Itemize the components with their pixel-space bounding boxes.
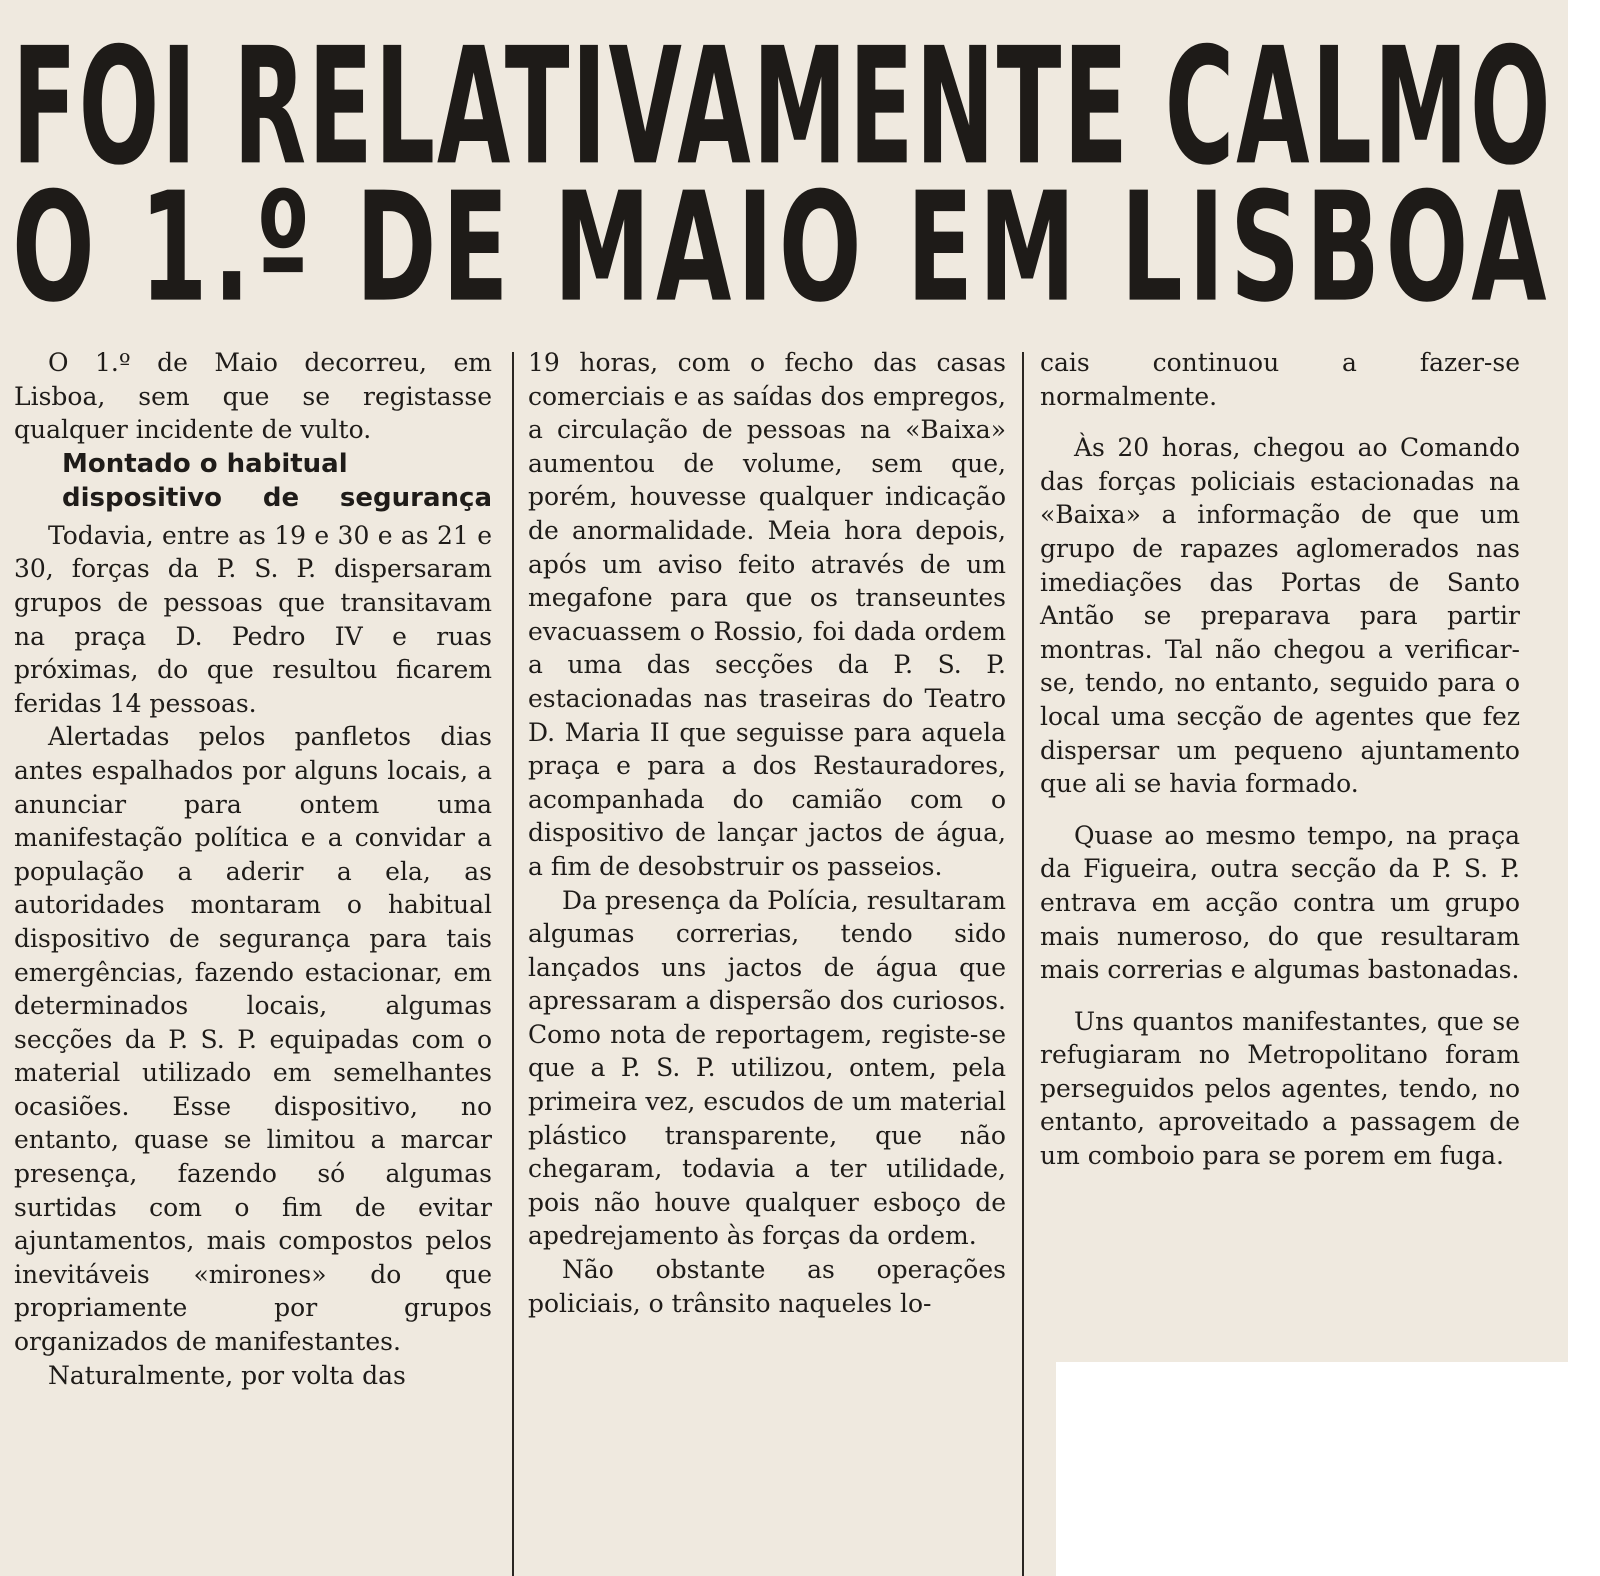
column-divider [512, 352, 514, 1576]
article-paragraph: cais continuou a fazer-se normalmente. [1040, 348, 1520, 411]
column-divider [1022, 352, 1024, 1576]
article-paragraph: Uns quantos manifestantes, que se refugiaram no Metropolitano foram perseguidos pelos agentes, tendo, no entanto, aproveitado a passagem de um comboio para se porem em fuga. [1040, 1006, 1520, 1171]
article-paragraph: Quase ao mesmo tempo, na praça da Figueira, outra secção da P. S. P. entrava em acção contra um grupo mais numeroso, do que resultaram mais correrias e algumas bastonadas. [1040, 820, 1520, 985]
article-paragraph: Não obstante as operações policiais, o trânsito naqueles lo- [528, 1255, 1006, 1318]
article-paragraph: Da presença da Polícia, resultaram algumas correrias, tendo sido lançados uns jactos de água que apressaram a dispersão dos curiosos. Como nota de reportagem, registe-se que a P. S. P. utilizou, ontem, pela primeira vez, escudos de um material plástico transparente, que não chegaram, todavia a ter utilidade, pois não houve qualquer esboço de apedrejamento às forças da ordem. [528, 885, 1006, 1251]
section-subheading [14, 447, 492, 515]
article-paragraph: Naturalmente, por volta das [48, 1360, 406, 1390]
article-paragraph: O 1.º de Maio decorreu, em Lisboa, sem que se registasse qualquer incidente de vulto. [14, 348, 492, 445]
article-column-3 [1040, 346, 1520, 1173]
article-column-2 [528, 346, 1006, 1320]
article-paragraph: Alertadas pelos panfletos dias antes espalhados por alguns locais, a anunciar para ontem uma manifestação política e a convidar a população a aderir a ela, as autoridades montaram o habitual dispositivo de segurança para tais emergências, fazendo estacionar, em determinados locais, algumas secções da P. S. P. equipadas com o material utilizado em semelhantes ocasiões. Esse dispositivo, no entanto, quase se limitou a marcar presença, fazendo só algumas surtidas com o fim de evitar ajuntamentos, mais compostos pelos inevitáveis «mirones» do que propriamente por grupos organizados de manifestantes. [14, 722, 492, 1357]
article-paragraph: Às 20 horas, chegou ao Comando das forças policiais estacionadas na «Baixa» a informação de que um grupo de rapazes aglomerados nas imediações das Portas de Santo Antão se preparava para partir montras. Tal não chegou a verificar-se, tendo, no entanto, seguido para o local uma secção de agentes que fez dispersar um pequeno ajuntamento que ali se havia formado. [1040, 433, 1520, 799]
article-paragraph: Todavia, entre as 19 e 30 e as 21 e 30, forças da P. S. P. dispersaram grupos de pessoas que transitavam na praça D. Pedro IV e ruas próximas, do que resultou ficarem feridas 14 pessoas. [14, 520, 492, 718]
headline-line-1: FOI RELATIVAMENTE CALMO [12, 12, 1553, 202]
subheading-line: Montado o habitual [62, 448, 348, 479]
headline-line-2: O 1.º DE MAIO EM LISBOA [12, 158, 1553, 336]
subheading-line: dispositivo de segurança [62, 482, 492, 513]
article-paragraph: 19 horas, com o fecho das casas comerciais e as saídas dos empregos, a circulação de pessoas na «Baixa» aumentou de volume, sem que, porém, houvesse qualquer indicação de anormalidade. Meia hora depois, após um aviso feito através de um megafone para que os transeuntes evacuassem o Rossio, foi dada ordem a uma das secções da P. S. P. estacionadas nas traseiras do Teatro D. Maria II que seguisse para aquela praça e para a dos Restauradores, acompanhada do camião com o dispositivo de lançar jactos de água, a fim de desobstruir os passeios. [528, 348, 1006, 881]
article-column-1 [14, 346, 492, 1392]
